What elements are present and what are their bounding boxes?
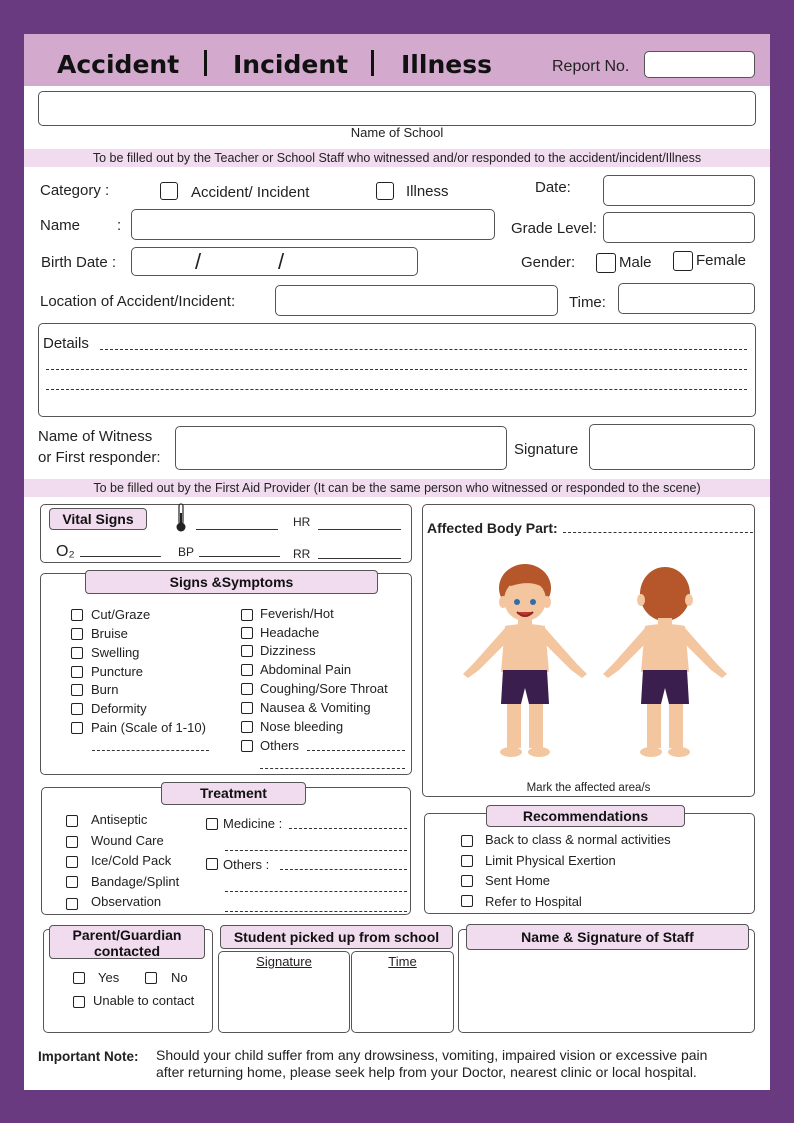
birth-date-field[interactable] (131, 247, 418, 276)
others-line (260, 768, 405, 769)
signature-label: Signature (514, 441, 579, 458)
grade-field[interactable] (603, 212, 755, 243)
swelling-checkbox[interactable] (71, 647, 83, 659)
guardian-unable-checkbox[interactable] (73, 996, 85, 1008)
hr-label: HR (293, 515, 311, 529)
report-no-label: Report No. (552, 58, 630, 75)
details-line (100, 349, 747, 350)
medicine-line (225, 850, 407, 851)
guardian-yes-checkbox[interactable] (73, 972, 85, 984)
pain-scale-line (92, 750, 209, 751)
o2-line (80, 556, 161, 557)
female-label: Female (696, 252, 747, 269)
body-back-figure[interactable] (595, 560, 735, 765)
gender-label: Gender: (521, 254, 576, 271)
details-box[interactable] (38, 323, 756, 417)
witness-label: Name of Witness (38, 428, 153, 445)
symptom-label: Pain (Scale of 1-10) (91, 720, 206, 735)
time-label: Time: (569, 294, 606, 311)
treatment-others-line (280, 869, 407, 870)
symptom-label: Headache (260, 625, 320, 640)
limit-exertion-checkbox[interactable] (461, 855, 473, 867)
symptom-label: Dizziness (260, 643, 316, 658)
important-note-text: Should your child suffer from any drowsiness, vomiting, impaired vision or excessive pain (156, 1047, 708, 1063)
guardian-title-line: Parent/Guardian (72, 927, 182, 943)
title-incident: Incident (233, 50, 349, 79)
observation-checkbox[interactable] (66, 898, 78, 910)
grade-label: Grade Level: (511, 220, 597, 237)
treatment-title: Treatment (161, 782, 306, 805)
important-note-label: Important Note: (38, 1049, 139, 1064)
recommendation-label: Refer to Hospital (485, 894, 582, 909)
medicine-line (289, 828, 407, 829)
affected-body-caption: Mark the affected area/s (526, 782, 651, 794)
recommendations-title: Recommendations (486, 805, 685, 827)
symptom-label: Cut/Graze (91, 607, 151, 622)
symptom-label: Nausea & Vomiting (260, 700, 371, 715)
recommendation-label: Sent Home (485, 873, 551, 888)
title-divider (204, 50, 207, 76)
date-slash: / (278, 249, 285, 274)
location-field[interactable] (275, 285, 558, 316)
recommendation-label: Back to class & normal activities (485, 832, 671, 847)
affected-body-line (563, 532, 753, 533)
female-checkbox[interactable] (673, 251, 693, 271)
symptoms-title: Signs &Symptoms (85, 570, 378, 594)
symptom-label: Others (260, 738, 300, 753)
treatment-label: Observation (91, 894, 162, 909)
accident-incident-checkbox[interactable] (160, 182, 178, 200)
vital-signs-title: Vital Signs (49, 508, 147, 530)
back-to-class-checkbox[interactable] (461, 835, 473, 847)
details-line (46, 369, 747, 370)
rr-line (318, 558, 401, 559)
medicine-label: Medicine : (223, 816, 283, 831)
title-accident: Accident (57, 50, 180, 79)
treatment-others-label: Others : (223, 857, 270, 872)
bruise-checkbox[interactable] (71, 628, 83, 640)
report-no-field[interactable] (644, 51, 755, 78)
title-illness: Illness (401, 50, 492, 79)
body-front-figure[interactable] (455, 560, 595, 765)
guardian-title-line: contacted (93, 943, 161, 959)
category-label: Category : (40, 182, 110, 199)
guardian-unable-label: Unable to contact (93, 993, 195, 1008)
school-name-caption: Name of School (350, 125, 444, 140)
symptom-label: Abdominal Pain (260, 662, 352, 677)
date-slash: / (195, 249, 202, 274)
details-line (46, 389, 747, 390)
others-checkbox[interactable] (241, 740, 253, 752)
treatment-others-checkbox[interactable] (206, 858, 218, 870)
pain-checkbox[interactable] (71, 722, 83, 734)
temperature-line (196, 529, 278, 530)
time-field[interactable] (618, 283, 755, 314)
treatment-label: Ice/Cold Pack (91, 853, 172, 868)
rr-label: RR (293, 547, 311, 561)
date-label: Date: (535, 179, 571, 196)
burn-checkbox[interactable] (71, 684, 83, 696)
illness-label: Illness (406, 183, 449, 200)
school-name-field[interactable] (38, 91, 756, 126)
symptom-label: Deformity (91, 701, 147, 716)
treatment-others-line (225, 891, 407, 892)
dizziness-checkbox[interactable] (241, 645, 253, 657)
cut-graze-checkbox[interactable] (71, 609, 83, 621)
male-checkbox[interactable] (596, 253, 616, 273)
puncture-checkbox[interactable] (71, 666, 83, 678)
staff-section-band: To be filled out by the Teacher or School Staff who witnessed and/or responded to the accident/incident/Illness (24, 149, 770, 167)
thermometer-icon (175, 503, 187, 533)
affected-body-title: Affected Body Part: (427, 520, 558, 536)
nose-bleeding-checkbox[interactable] (241, 721, 253, 733)
abdominal-pain-checkbox[interactable] (241, 664, 253, 676)
antiseptic-checkbox[interactable] (66, 815, 78, 827)
pickup-signature-label: Signature (256, 954, 312, 969)
feverish-checkbox[interactable] (241, 609, 253, 621)
treatment-label: Antiseptic (91, 812, 148, 827)
symptom-label: Feverish/Hot (260, 606, 334, 621)
bp-label: BP (178, 545, 195, 559)
symptom-label: Bruise (91, 626, 128, 641)
important-note-text: after returning home, please seek help from your Doctor, nearest clinic or local hospital. (156, 1064, 697, 1080)
pickup-title: Student picked up from school (220, 925, 453, 949)
bp-line (199, 556, 280, 557)
symptom-label: Burn (91, 682, 119, 697)
male-label: Male (619, 254, 652, 271)
o2-label: O₂ (56, 543, 75, 560)
witness-label: or First responder: (38, 449, 161, 466)
headache-checkbox[interactable] (241, 627, 253, 639)
deformity-checkbox[interactable] (71, 703, 83, 715)
bandage-checkbox[interactable] (66, 876, 78, 888)
medicine-checkbox[interactable] (206, 818, 218, 830)
first-aid-section-band: To be filled out by the First Aid Provider (It can be the same person who witnessed or responded to the scene) (24, 479, 770, 497)
ice-pack-checkbox[interactable] (66, 856, 78, 868)
location-label: Location of Accident/Incident: (40, 293, 236, 310)
treatment-label: Bandage/Splint (91, 874, 180, 889)
others-line (307, 750, 405, 751)
recommendation-label: Limit Physical Exertion (485, 853, 616, 868)
pickup-time-label: Time (388, 954, 417, 969)
guardian-no-label: No (171, 970, 188, 985)
staff-title: Name & Signature of Staff (466, 924, 749, 950)
nausea-checkbox[interactable] (241, 702, 253, 714)
title-divider (371, 50, 374, 76)
guardian-no-checkbox[interactable] (145, 972, 157, 984)
symptom-label: Coughing/Sore Throat (260, 681, 388, 696)
accident-incident-label: Accident/ Incident (191, 184, 310, 201)
name-colon: : (117, 217, 122, 234)
illness-checkbox[interactable] (376, 182, 394, 200)
symptom-label: Swelling (91, 645, 140, 660)
name-label: Name (40, 217, 81, 234)
refer-hospital-checkbox[interactable] (461, 895, 473, 907)
birth-date-label: Birth Date : (41, 254, 117, 271)
guardian-yes-label: Yes (98, 970, 120, 985)
treatment-label: Wound Care (91, 833, 164, 848)
witness-field[interactable] (175, 426, 507, 470)
coughing-checkbox[interactable] (241, 683, 253, 695)
date-field[interactable] (603, 175, 755, 206)
sent-home-checkbox[interactable] (461, 875, 473, 887)
guardian-title (49, 925, 205, 959)
details-label: Details (43, 335, 89, 352)
name-field[interactable] (131, 209, 495, 240)
signature-field[interactable] (589, 424, 755, 470)
wound-care-checkbox[interactable] (66, 836, 78, 848)
treatment-others-line (225, 911, 407, 912)
hr-line (318, 529, 401, 530)
symptom-label: Puncture (91, 664, 144, 679)
symptom-label: Nose bleeding (260, 719, 344, 734)
